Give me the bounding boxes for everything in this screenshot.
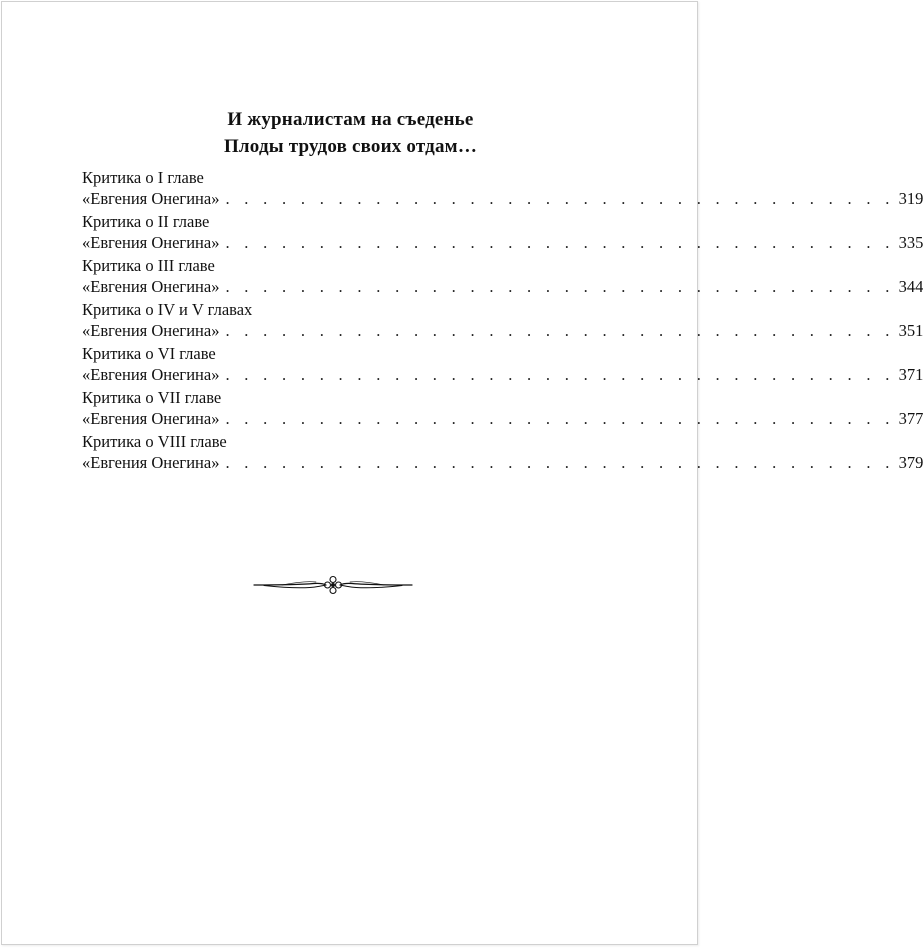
toc-entry-subtitle: «Евгения Онегина» bbox=[82, 453, 220, 472]
toc-entry-subtitle: «Евгения Онегина» bbox=[82, 409, 220, 428]
toc-entry-subtitle: «Евгения Онегина» bbox=[82, 365, 220, 384]
toc-entry[interactable] bbox=[82, 212, 923, 256]
toc-entry-page: 335 bbox=[898, 233, 923, 252]
heading-line-1: И журналистам на съеденье bbox=[227, 109, 474, 130]
dot-leader: . . . . . . . . . . . . . . . . . . . . . . . . . . . . . . . . . . . . bbox=[225, 365, 895, 384]
toc-entry-page: 344 bbox=[898, 277, 923, 296]
dot-leader: . . . . . . . . . . . . . . . . . . . . . . . . . . . . . . . . . . . . bbox=[225, 233, 895, 252]
toc-entry[interactable] bbox=[82, 388, 923, 432]
toc-entry-title: Критика о I главе bbox=[82, 168, 204, 187]
toc-entry-title: Критика о VI главе bbox=[82, 344, 216, 363]
toc-entry-subtitle: «Евгения Онегина» bbox=[82, 321, 220, 340]
toc-entry-title: Критика о IV и V главах bbox=[82, 300, 253, 319]
toc-entry[interactable] bbox=[82, 432, 923, 476]
toc-entry-page: 377 bbox=[898, 409, 923, 428]
toc-entry-page: 371 bbox=[898, 365, 923, 384]
toc-entry-subtitle: «Евгения Онегина» bbox=[82, 189, 220, 208]
toc-entry-title: Критика о III главе bbox=[82, 256, 215, 275]
vignette-ornament-icon bbox=[252, 574, 414, 596]
dot-leader: . . . . . . . . . . . . . . . . . . . . . . . . . . . . . . . . . . . . bbox=[225, 189, 895, 208]
toc-entry-subtitle: «Евгения Онегина» bbox=[82, 277, 220, 296]
toc-entry-title: Критика о VII главе bbox=[82, 388, 222, 407]
toc-entry-page: 379 bbox=[898, 453, 923, 472]
toc-entry-title: Критика о II главе bbox=[82, 212, 210, 231]
toc-entry[interactable] bbox=[82, 300, 923, 344]
dot-leader: . . . . . . . . . . . . . . . . . . . . . . . . . . . . . . . . . . . . bbox=[225, 277, 895, 296]
toc-entry-page: 351 bbox=[898, 321, 923, 340]
dot-leader: . . . . . . . . . . . . . . . . . . . . . . . . . . . . . . . . . . . . bbox=[225, 453, 895, 472]
toc-entry-page: 319 bbox=[898, 189, 923, 208]
epigraph-heading bbox=[0, 106, 701, 160]
table-of-contents bbox=[82, 168, 923, 476]
toc-entry-title: Критика о VIII главе bbox=[82, 432, 227, 451]
heading-line-2: Плоды трудов своих отдам… bbox=[223, 136, 478, 157]
toc-entry[interactable] bbox=[82, 344, 923, 388]
toc-entry[interactable] bbox=[82, 256, 923, 300]
dot-leader: . . . . . . . . . . . . . . . . . . . . . . . . . . . . . . . . . . . . bbox=[225, 321, 895, 340]
toc-entry[interactable] bbox=[82, 168, 923, 212]
dot-leader: . . . . . . . . . . . . . . . . . . . . . . . . . . . . . . . . . . . . bbox=[225, 409, 895, 428]
toc-entry-subtitle: «Евгения Онегина» bbox=[82, 233, 220, 252]
